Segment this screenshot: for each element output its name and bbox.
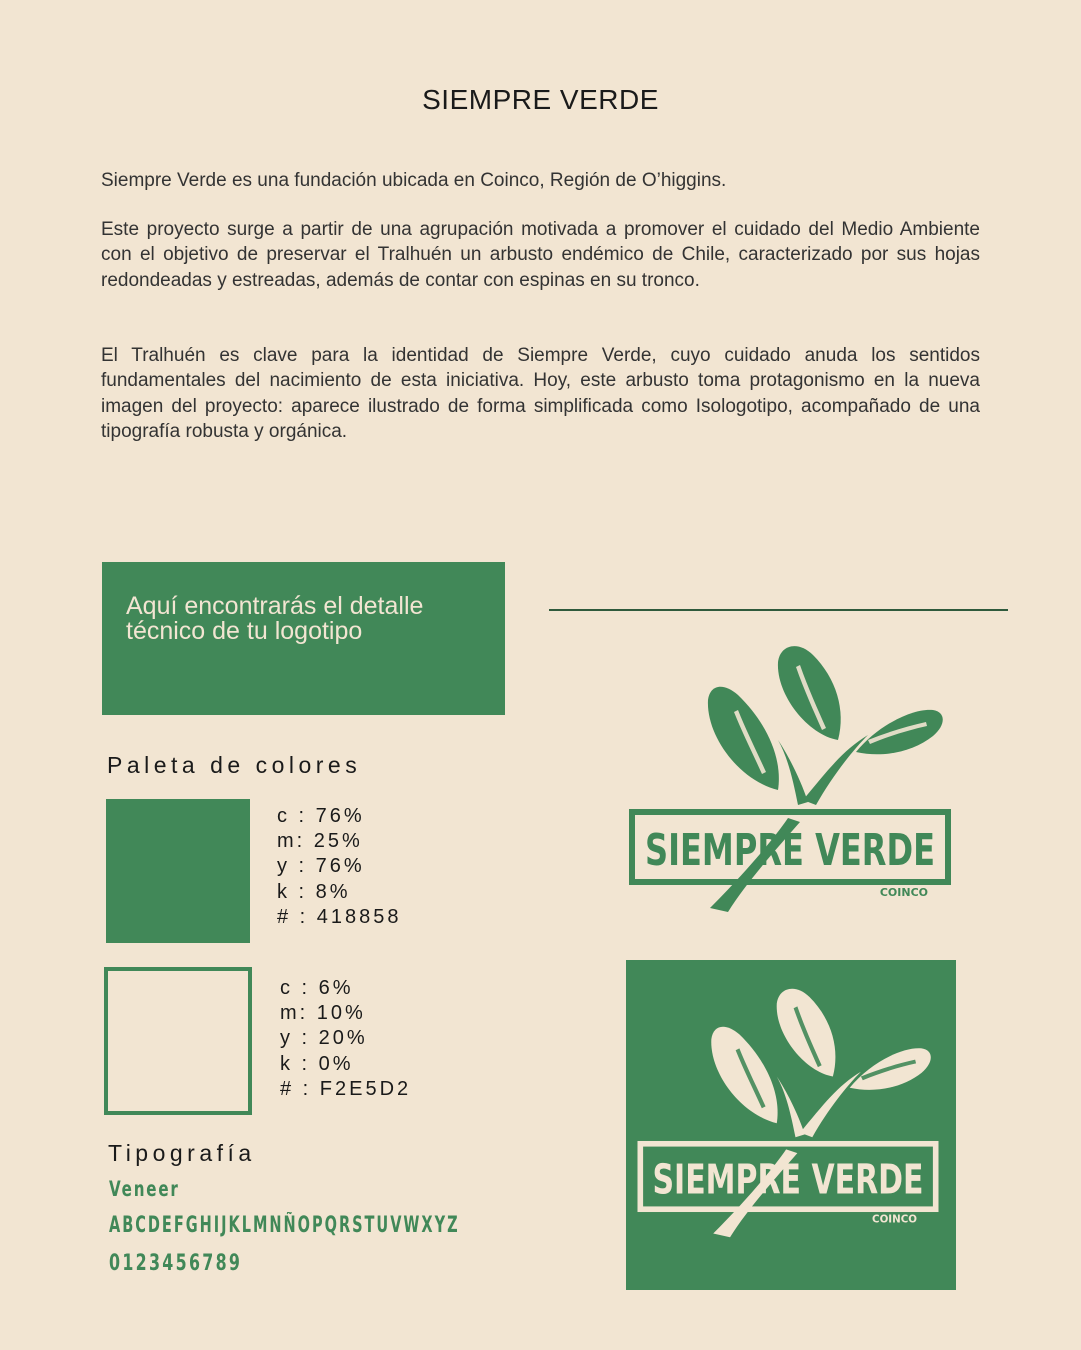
page-title: SIEMPRE VERDE xyxy=(422,84,659,115)
color-swatch-green xyxy=(106,799,250,943)
typography-heading: Tipografía xyxy=(108,1140,256,1166)
description-paragraph-3: El Tralhuén es clave para la identidad de Siempre Verde, cuyo cuidado anuda los sentidos fundamentales del nacimiento de esta iniciativa. Hoy, este arbusto toma protagonismo en la nueva imagen del proyecto: aparece ilustrado de forma simplificada como Isologotipo, acompañado de una tipografía robusta y orgánica. xyxy=(101,345,980,442)
logo-location: COINCO xyxy=(872,1213,917,1226)
font-name: Veneer xyxy=(109,1177,180,1201)
logo-on-cream xyxy=(628,640,952,916)
logo-on-green xyxy=(636,983,940,1241)
hex-value: # : 418858 xyxy=(277,905,402,928)
color-values-cream xyxy=(280,976,411,1102)
cmyk-y: y : 20% xyxy=(280,1027,368,1050)
font-digits-sample: 0123456789 xyxy=(109,1251,243,1276)
logo-wordmark: SIEMPRE VERDE xyxy=(645,825,935,876)
cmyk-k: k : 0% xyxy=(280,1052,354,1075)
description-paragraph-2: Este proyecto surge a partir de una agrupación motivada a promover el cuidado del Medio Ambiente con el objetivo de preservar el Tralhuén un arbusto endémico de Chile, caracterizado por sus hojas redondeadas y estreadas, además de contar con espinas en su tronco. xyxy=(101,219,980,291)
color-swatch-cream xyxy=(104,967,252,1115)
technical-detail-text: Aquí encontrarás el detalle técnico de tu logotipo xyxy=(126,592,424,645)
cmyk-m: m: 10% xyxy=(280,1002,366,1025)
cmyk-m: m: 25% xyxy=(277,830,363,853)
divider-line xyxy=(549,609,1008,611)
logo-location: COINCO xyxy=(879,886,928,899)
cmyk-c: c : 76% xyxy=(277,805,365,827)
palette-heading: Paleta de colores xyxy=(107,752,362,778)
cmyk-y: y : 76% xyxy=(277,855,365,878)
color-values-green xyxy=(277,804,402,930)
cmyk-c: c : 6% xyxy=(280,977,354,999)
cmyk-k: k : 8% xyxy=(277,880,351,903)
technical-detail-banner xyxy=(102,562,505,715)
description-paragraph-1: Siempre Verde es una fundación ubicada en Coinco, Región de O’higgins. xyxy=(101,170,727,191)
font-alphabet-sample: ABCDEFGHIJKLMNÑOPQRSTUVWXYZ xyxy=(109,1213,460,1238)
hex-value: # : F2E5D2 xyxy=(280,1077,412,1100)
logo-wordmark: SIEMPRE VERDE xyxy=(652,1155,924,1204)
